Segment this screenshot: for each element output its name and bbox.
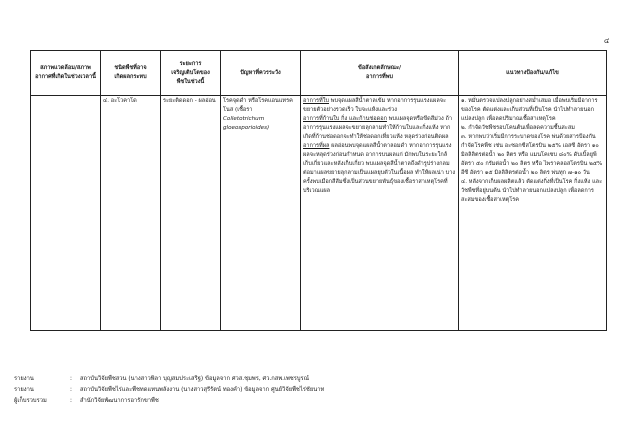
management-item: ๒. กำจัดวัชพืชรอบโคนต้นเพื่อลดความชื้นสะสม [461,125,575,131]
footer-text: สำนักวิจัยพัฒนาการอารักขาพืช [80,398,159,404]
stage-text: ระยะติดดอก - ผลอ่อน [163,98,216,104]
management-item: ๑. หมั่นตรวจแปลงปลูกอย่างสม่ำเสมอ เมื่อพบเริ่มมีอาการของโรค ตัดแต่งและเก็บส่วนที่เป็นโรค นำไปทำลายนอกแปลงปลูก เพื่อลดปริมาณเชื้อสาเหตุโรค [461,98,598,122]
symptom-heading: อาการที่ก้านใบ กิ่ง และก้านช่อดอก [303,116,387,122]
footer-label: รายงาน [14,387,34,393]
header-symptoms: ข้อสังเกตลักษณะ/ อาการที่พบ [301,51,459,96]
pathogen-name: Colletotrichum gloeosporioides) [223,116,270,131]
footer-row [14,396,324,407]
header-problem: ปัญหาที่ควรระวัง [221,51,301,96]
problem-text: โรคจุดดำ หรือโรคแอนแทรคโนส (เชื้อรา [223,98,293,113]
symptom-text: ผลอ่อนพบจุดแผลสีน้ำตาลอมดำ หากอาการรุนแรงผลจะหลุดร่วงก่อนกำหนด อาการบนผลแก่ มักพบในระยะใกล้เก็บเกี่ยวและหลังเก็บเกี่ยว พบแผลจุดสีน้ำตาลถึงดำรูปร่างกลม ต่อมาแผลขยายลุกลามเป็นแผลยุบตัวในเนื้อผล ทำให้ผลเน่า บางครั้งพบเมือกสีส้มซึ่งเป็นส่วนขยายพันธุ์ของเชื้อราสาเหตุโรคที่บริเวณแผล [303,143,456,194]
symptom-stem [303,115,456,142]
page-number: ๔ [604,37,610,45]
footer-label: ผู้เก็บรวบรวม [14,398,47,404]
symptom-fruit [303,142,456,196]
cell-symptoms [301,96,459,331]
header-environment: สภาพแวดล้อม/สภาพ อากาศที่เกิดในช่วงเวลานี้ [31,51,101,96]
cell-management [459,96,607,331]
footer-colon: : [70,398,72,404]
symptom-leaf [303,97,456,115]
management-item: ๓. หากพบว่าเริ่มมีการระบาดของโรค พ่นด้วยสารป้องกันกำจัดโรคพืช เช่น อะซอกซีสโตรบิน ๒๕% เอสซี อัตรา ๑๐ มิลลิลิตรต่อน้ำ ๒๐ ลิตร หรือ แมนโคเซบ ๘๐% ดับเบิ้ลยูพี อัตรา ๕๐ กรัมต่อน้ำ ๒๐ ลิตร หรือ ไพราคลอสโตรบิน ๒๕% อีซี อัตรา ๑๕ มิลลิลิตรต่อน้ำ ๒๐ ลิตร พ่นทุก ๗-๑๐ วัน [461,134,603,176]
symptom-heading: อาการที่ผล [303,143,330,149]
report-footer [14,374,324,407]
cell-problem [221,96,301,331]
table-row [31,96,607,331]
crop-text: ๔. อะโวคาโด [103,98,137,104]
footer-label: รายงาน [14,376,34,382]
header-crop: ชนิดพืชที่อาจ เกิดผลกระทบ [101,51,161,96]
footer-text: สถาบันวิจัยพืชไร่และพืชทดแทนพลังงาน (นางสาวสุรีรัตน์ ทองคำ) ข้อมูลจาก ศูนย์วิจัยพืชไร่ชัยนาท [80,387,325,393]
footer-text: สถาบันวิจัยพืชสวน (นางสาวพิลา บุญสมประเสริฐ) ข้อมูลจาก ศวส.ชุมพร, ศว.กสพ.เพชรบูรณ์ [80,376,310,382]
symptom-heading: อาการที่ใบ [303,98,330,104]
footer-row [14,385,324,396]
cell-environment [31,96,101,331]
footer-colon: : [70,376,72,382]
advisory-table [30,50,607,331]
header-management: แนวทางป้องกัน/แก้ไข [459,51,607,96]
management-item: ๔. หลังจากเก็บผลผลิตแล้ว ตัดแต่งกิ่งที่เป็นโรค กิ่งแห้ง และวัชพืชที่อยู่บนต้น นำไปทำลายนอกแปลงปลูก เพื่อลดการสะสมของเชื้อสาเหตุโรค [461,179,603,203]
header-stage: ระยะการ เจริญเติบโตของ พืชในช่วงนี้ [161,51,221,96]
footer-colon: : [70,387,72,393]
cell-crop [101,96,161,331]
symptom-text: พบจุดแผลสีน้ำตาลเข้ม หากอาการรุนแรงแผลจะขยายตัวอย่างรวดเร็ว ใบจะแห้งและร่วง [303,98,447,113]
symptom-text: พบแผลจุดหรือขีดสีม่วง ถ้าอาการรุนแรงแผลจะขยายลุกลามทำให้ก้านใบและกิ่งแห้ง หากเกิดที่ก้านช่อดอกจะทำให้ช่อดอกเหี่ยวแห้ง หลุดร่วงก่อนติดผล [303,116,452,140]
cell-stage [161,96,221,331]
footer-row [14,374,324,385]
